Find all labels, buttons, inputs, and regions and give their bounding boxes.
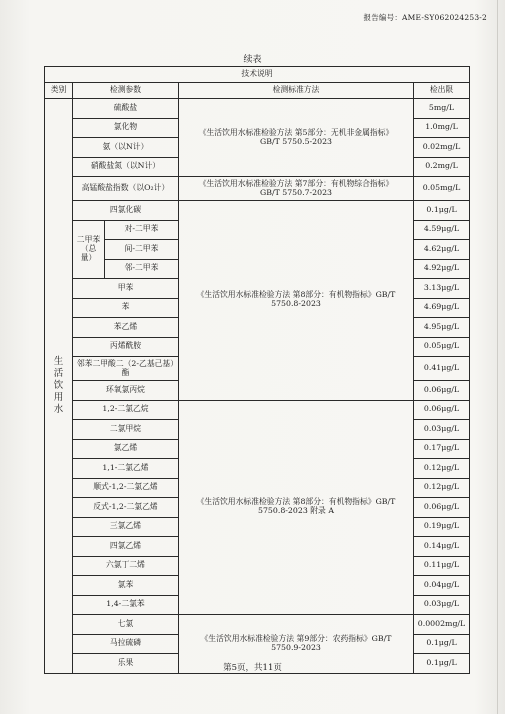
param-cell: 氯苯 [73, 576, 179, 596]
param-cell: 邻苯二甲酸二（2-乙基己基）酯 [73, 357, 179, 381]
limit-cell: 4.69μg/L [414, 298, 470, 318]
limit-cell: 4.92μg/L [414, 259, 470, 279]
column-header-param: 检测参数 [73, 83, 179, 99]
method-cell: 《生活饮用水标准检验方法 第9部分：农药指标》GB/T 5750.9-2023 [179, 615, 414, 674]
column-header-limit: 检出限 [414, 83, 470, 99]
param-cell: 苯乙烯 [73, 318, 179, 338]
limit-cell: 0.17μg/L [414, 439, 470, 459]
method-cell: 《生活饮用水标准检验方法 第8部分：有机物指标》GB/T 5750.8-2023 附录 A [179, 400, 414, 615]
limit-cell: 0.1μg/L [414, 634, 470, 654]
limit-cell: 5mg/L [414, 99, 470, 119]
table-row [45, 99, 470, 119]
limit-cell: 1.0mg/L [414, 118, 470, 138]
category-cell [45, 99, 73, 674]
limit-cell: 0.14μg/L [414, 537, 470, 557]
limit-cell: 0.03μg/L [414, 420, 470, 440]
category-char: 用 [53, 391, 64, 403]
limit-cell: 0.0002mg/L [414, 615, 470, 635]
limit-cell: 0.03μg/L [414, 595, 470, 615]
category-char: 水 [53, 403, 64, 415]
section-title: 技术说明 [45, 67, 470, 83]
table-row [45, 177, 470, 201]
param-cell: 1,2-二氯乙烷 [73, 400, 179, 420]
limit-cell: 4.95μg/L [414, 318, 470, 338]
table-row [45, 201, 470, 221]
limit-cell: 0.19μg/L [414, 517, 470, 537]
limit-cell: 4.62μg/L [414, 240, 470, 260]
param-cell: 丙烯酰胺 [73, 337, 179, 357]
param-cell: 四氯化碳 [73, 201, 179, 221]
param-cell: 间-二甲苯 [105, 240, 179, 260]
limit-cell: 0.11μg/L [414, 556, 470, 576]
limit-cell: 0.1μg/L [414, 201, 470, 221]
limit-cell: 4.59μg/L [414, 220, 470, 240]
param-cell: 氯乙烯 [73, 439, 179, 459]
limit-cell: 3.13μg/L [414, 279, 470, 299]
limit-cell: 0.41μg/L [414, 357, 470, 381]
report-number: 报告编号：AME-SY062024253-2 [363, 13, 487, 22]
limit-cell: 0.1μg/L [414, 654, 470, 674]
limit-cell: 0.05mg/L [414, 177, 470, 201]
category-char: 活 [53, 367, 64, 379]
param-cell: 乐果 [73, 654, 179, 674]
param-cell: 二氯甲烷 [73, 420, 179, 440]
param-cell: 硫酸盐 [73, 99, 179, 119]
param-cell: 七氯 [73, 615, 179, 635]
param-cell: 甲苯 [73, 279, 179, 299]
limit-cell: 0.04μg/L [414, 576, 470, 596]
limit-cell: 0.12μg/L [414, 459, 470, 479]
param-cell: 顺式-1,2-二氯乙烯 [73, 478, 179, 498]
binding-line [497, 0, 498, 714]
continued-table-title: 续表 [243, 55, 262, 65]
param-cell: 环氧氯丙烷 [73, 381, 179, 401]
limit-cell: 0.06μg/L [414, 498, 470, 518]
category-char: 生 [53, 356, 64, 368]
param-cell: 1,4-二氯苯 [73, 595, 179, 615]
param-cell: 四氯乙烯 [73, 537, 179, 557]
limit-cell: 0.06μg/L [414, 381, 470, 401]
page-number: 第5页，共11页 [223, 663, 282, 673]
table-row [45, 400, 470, 420]
param-cell: 氨（以N计） [73, 138, 179, 158]
method-cell: 《生活饮用水标准检验方法 第5部分：无机非金属指标》GB/T 5750.5-2023 [179, 99, 414, 177]
limit-cell: 0.06μg/L [414, 400, 470, 420]
param-cell: 反式-1,2-二氯乙烯 [73, 498, 179, 518]
param-cell: 1,1-二氯乙烯 [73, 459, 179, 479]
param-cell: 对-二甲苯 [105, 220, 179, 240]
limit-cell: 0.05μg/L [414, 337, 470, 357]
param-cell: 三氯乙烯 [73, 517, 179, 537]
param-cell: 邻-二甲苯 [105, 259, 179, 279]
column-header-category: 类别 [45, 83, 73, 99]
technical-description-table [44, 66, 470, 674]
method-cell: 《生活饮用水标准检验方法 第7部分：有机物综合指标》GB/T 5750.7-2023 [179, 177, 414, 201]
limit-cell: 0.02mg/L [414, 138, 470, 158]
table-row [45, 615, 470, 635]
param-cell: 高锰酸盐指数（以O₂计） [73, 177, 179, 201]
param-cell: 六氯丁二烯 [73, 556, 179, 576]
limit-cell: 0.2mg/L [414, 157, 470, 177]
column-header-method: 检测标准方法 [179, 83, 414, 99]
xylene-group-label: 二甲苯（总量） [73, 220, 105, 279]
param-cell: 硝酸盐氮（以N计） [73, 157, 179, 177]
limit-cell: 0.12μg/L [414, 478, 470, 498]
method-cell: 《生活饮用水标准检验方法 第8部分：有机物指标》GB/T 5750.8-2023 [179, 201, 414, 401]
param-cell: 氯化物 [73, 118, 179, 138]
category-char: 饮 [53, 379, 64, 391]
param-cell: 苯 [73, 298, 179, 318]
param-cell: 马拉硫磷 [73, 634, 179, 654]
